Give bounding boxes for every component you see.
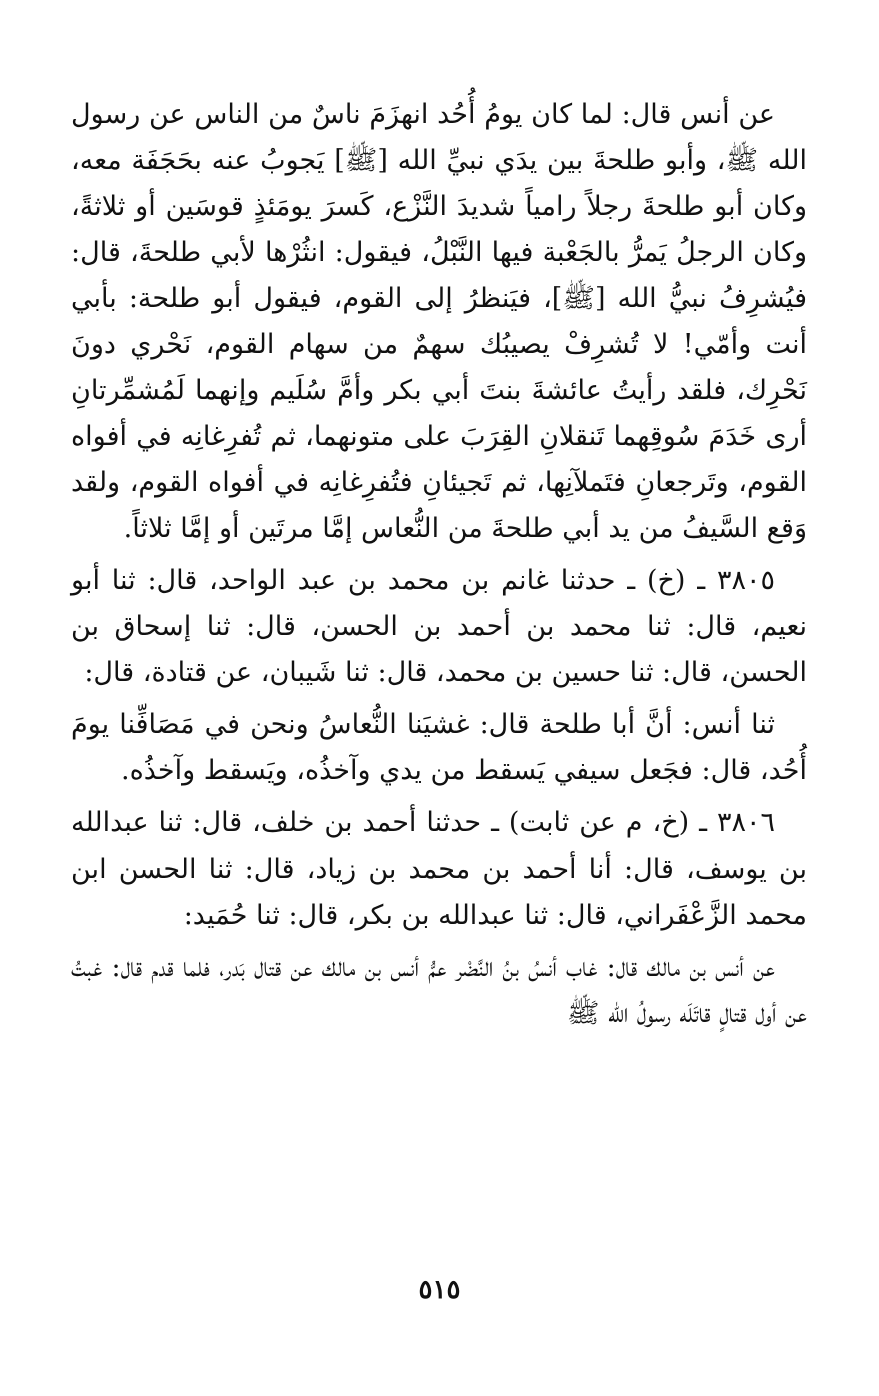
page-number: ٥١٥ — [418, 1275, 461, 1305]
hadith-3806-matn: عن أنس بن مالك قال: غاب أنسُ بنُ النَّضْر عمُّ أنس بن مالك عن قتال بَدر، فلما قدم قال: غبتُ عن أول قتالٍ قاتَلَه رسولُ الله ﷺ — [71, 951, 807, 1029]
hadith-3805-matn: ثنا أنس: أنَّ أبا طلحة قال: غشيَنا النُّعاسُ ونحن في مَصَافِّنا يومَ أُحُد، قال: فجَعل سيفي يَسقط من يدي وآخذُه، ويَسقط وآخذُه. — [71, 709, 807, 787]
page-body — [71, 92, 807, 1037]
hadith-3806-isnad: ٣٨٠٦ ـ (خ، م عن ثابت) ـ حدثنا أحمد بن خلف، قال: ثنا عبدالله بن يوسف، قال: أنا أحمد بن محمد بن زياد، قال: ثنا الحسن ابن محمد الزَّعْفَراني، قال: ثنا عبدالله بن بكر، قال: ثنا حُمَيد: — [71, 807, 807, 931]
hadith-text-anas-uhud: عن أنس قال: لما كان يومُ أُحُد انهزَمَ ناسٌ من الناس عن رسول الله ﷺ، وأبو طلحةَ بين يدَي نبيِّ الله [ﷺ] يَجوبُ عنه بحَجَفَة معه، وكان أبو طلحةَ رجلاً رامياً شديدَ النَّزْع، كَسرَ يومَئذٍ قوسَين أو ثلاثةً، وكان الرجلُ يَمرُّ بالجَعْبة فيها النَّبْلُ، فيقول: انثُرْها لأبي طلحةَ، قال: فيُشرِفُ نبيُّ الله [ﷺ]، فيَنظرُ إلى القوم، فيقول أبو طلحة: بأبي أنت وأمّي! لا تُشرِفْ يصيبُك سهمٌ من سهام القوم، نَحْري دونَ نَحْرِك، فلقد رأيتُ عائشةَ بنتَ أبي بكر وأمَّ سُلَيم وإنهما لَمُشمِّرتانِ أرى خَدَمَ سُوقِهما تَنقلانِ القِرَبَ على متونهما، ثم تُفرِغانِه في أفواه القوم، وتَرجعانِ فتَملآنِها، ثم تَجيئانِ فتُفرِغانِه في أفواه القوم، ولقد وَقع السَّيفُ من يد أبي طلحةَ من النُّعاس إمَّا مرتَين أو إمَّا ثلاثاً. — [71, 99, 807, 545]
hadith-3805-isnad: ٣٨٠٥ ـ (خ) ـ حدثنا غانم بن محمد بن عبد الواحد، قال: ثنا أبو نعيم، قال: ثنا محمد بن أحمد بن الحسن، قال: ثنا إسحاق بن الحسن، قال: ثنا حسين بن محمد، قال: ثنا شَيبان، عن قتادة، قال: — [71, 565, 807, 689]
